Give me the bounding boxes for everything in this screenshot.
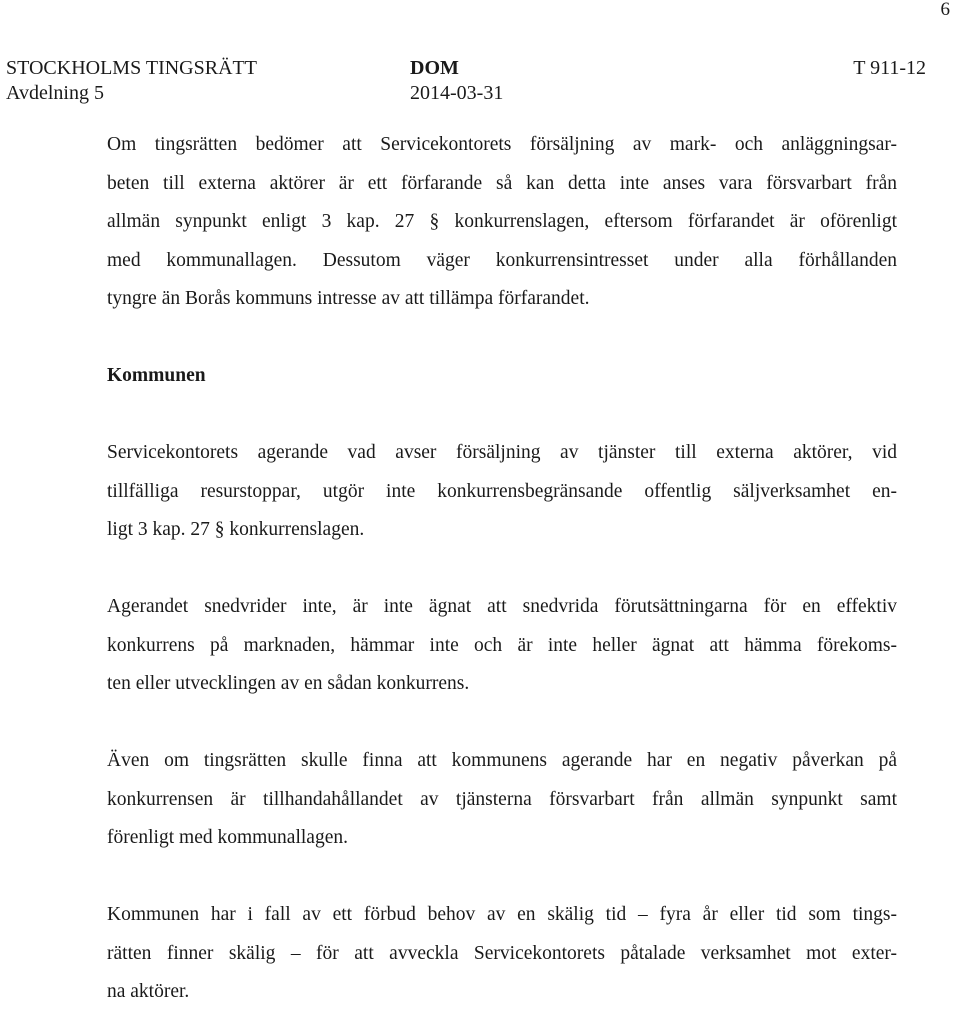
- text-line: konkurrensen är tillhandahållandet av tjänsterna försvarbart från allmän synpunkt samt: [107, 788, 897, 810]
- document-date: 2014-03-31: [410, 82, 504, 104]
- header-row-top: [6, 56, 926, 81]
- text-line: allmän synpunkt enligt 3 kap. 27 § konkurrenslagen, eftersom förfarandet är oförenligt: [107, 211, 897, 232]
- paragraph-municipality-3: [107, 742, 897, 858]
- text-line: na aktörer.: [107, 981, 190, 1002]
- text-line: rätten finner skälig – för att avveckla Servicekontorets påtalade verksamhet mot exter-: [107, 942, 897, 964]
- section-heading: Kommunen: [107, 365, 206, 386]
- case-number: T 911-12: [853, 57, 926, 79]
- court-division: Avdelning 5: [6, 82, 104, 104]
- text-line: tillfälliga resurstoppar, utgör inte konkurrensbegränsande offentlig säljverksamhet en-: [107, 480, 897, 502]
- page-number: 6: [940, 0, 950, 20]
- text-line: Kommunen har i fall av ett förbud behov av en skälig tid – fyra år eller tid som tings-: [107, 904, 897, 925]
- text-line: med kommunallagen. Dessutom väger konkurrensintresset under alla förhållanden: [107, 249, 897, 271]
- text-line: Även om tingsrätten skulle finna att kommunens agerande har en negativ påverkan på: [107, 750, 897, 771]
- court-name: STOCKHOLMS TINGSRÄTT: [6, 57, 257, 79]
- text-line: konkurrens på marknaden, hämmar inte och är inte heller ägnat att hämma förekoms-: [107, 634, 897, 656]
- paragraph-court-assessment: [107, 126, 897, 319]
- text-line: Om tingsrätten bedömer att Servicekontorets försäljning av mark- och anläggningsar-: [107, 134, 897, 155]
- paragraph-municipality-2: [107, 588, 897, 704]
- header-row-bottom: [6, 81, 926, 106]
- text-line: tyngre än Borås kommuns intresse av att tillämpa förfarandet.: [107, 288, 590, 309]
- paragraph-municipality-4: [107, 896, 897, 1012]
- document-type: DOM: [410, 57, 459, 79]
- text-line: förenligt med kommunallagen.: [107, 827, 348, 848]
- document-header: [6, 56, 926, 106]
- document-body: [107, 126, 897, 1012]
- text-line: ten eller utvecklingen av en sådan konkurrens.: [107, 673, 470, 694]
- paragraph-municipality-1: [107, 434, 897, 550]
- text-line: Servicekontorets agerande vad avser försäljning av tjänster till externa aktörer, vid: [107, 442, 897, 463]
- text-line: Agerandet snedvrider inte, är inte ägnat att snedvrida förutsättningarna för en effektiv: [107, 596, 897, 617]
- text-line: ligt 3 kap. 27 § konkurrenslagen.: [107, 519, 365, 540]
- text-line: beten till externa aktörer är ett förfarande så kan detta inte anses vara försvarbart från: [107, 172, 897, 194]
